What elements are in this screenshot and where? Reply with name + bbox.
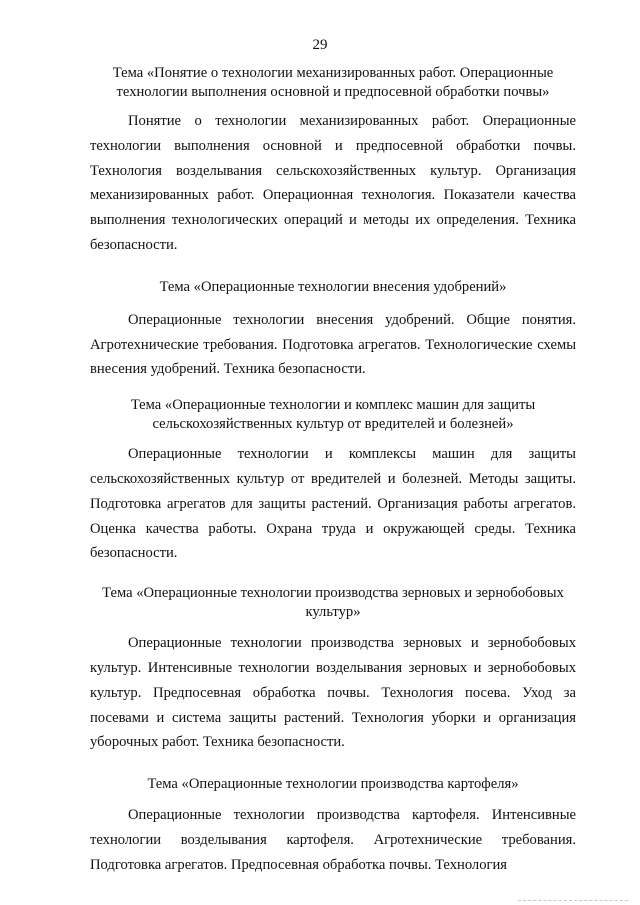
- section-title: Тема «Операционные технологии производства зерновых и зернобобовых культур»: [102, 585, 564, 621]
- section-body: Операционные технологии производства зерновых и зернобобовых культур. Интенсивные технологии возделывания зерновых и зернобобовых культур. Предпосевная обработка почвы. Технология посева. Уход за посевами и система защиты растений. Технология уборки и организация уборочных работ. Техника безопасности.: [90, 635, 576, 751]
- section-title: Тема «Понятие о технологии механизированных работ. Операционные технологии выполнения основной и предпосевной обработки почвы»: [112, 65, 554, 100]
- section-body: Операционные технологии внесения удобрений. Общие понятия. Агротехнические требования. Подготовка агрегатов. Технологические схемы внесения удобрений. Техника безопасности.: [90, 311, 576, 378]
- section-body: Операционные технологии производства картофеля. Интенсивные технологии возделывания картофеля. Агротехнические требования. Подготовка агрегатов. Предпосевная обработка почвы. Технология: [90, 807, 576, 873]
- section-title: Тема «Операционные технологии и комплекс машин для защиты сельскохозяйственных культур от вредителей и болезней»: [130, 397, 536, 433]
- section-title: Тема «Операционные технологии производства картофеля»: [147, 776, 519, 793]
- section-title: Тема «Операционные технологии внесения удобрений»: [159, 278, 507, 295]
- section-body: Операционные технологии и комплексы машин для защиты сельскохозяйственных культур от вредителей и болезней. Методы защиты. Подготовка агрегатов для защиты растений. Организация работы агрегатов. Оценка качества работы. Охрана труда и окружающей среды. Техника безопасности.: [90, 446, 576, 562]
- section-body: Понятие о технологии механизированных работ. Операционные технологии выполнения основной и предпосевной обработки почвы. Технология возделывания сельскохозяйственных культур. Организация механизированных работ. Операционная технология. Показатели качества выполнения технологических операций и методы их определения. Техника безопасности.: [90, 113, 576, 253]
- page-content: [90, 64, 576, 878]
- scan-artifact-line: [518, 900, 628, 903]
- page-number: 29: [312, 37, 328, 53]
